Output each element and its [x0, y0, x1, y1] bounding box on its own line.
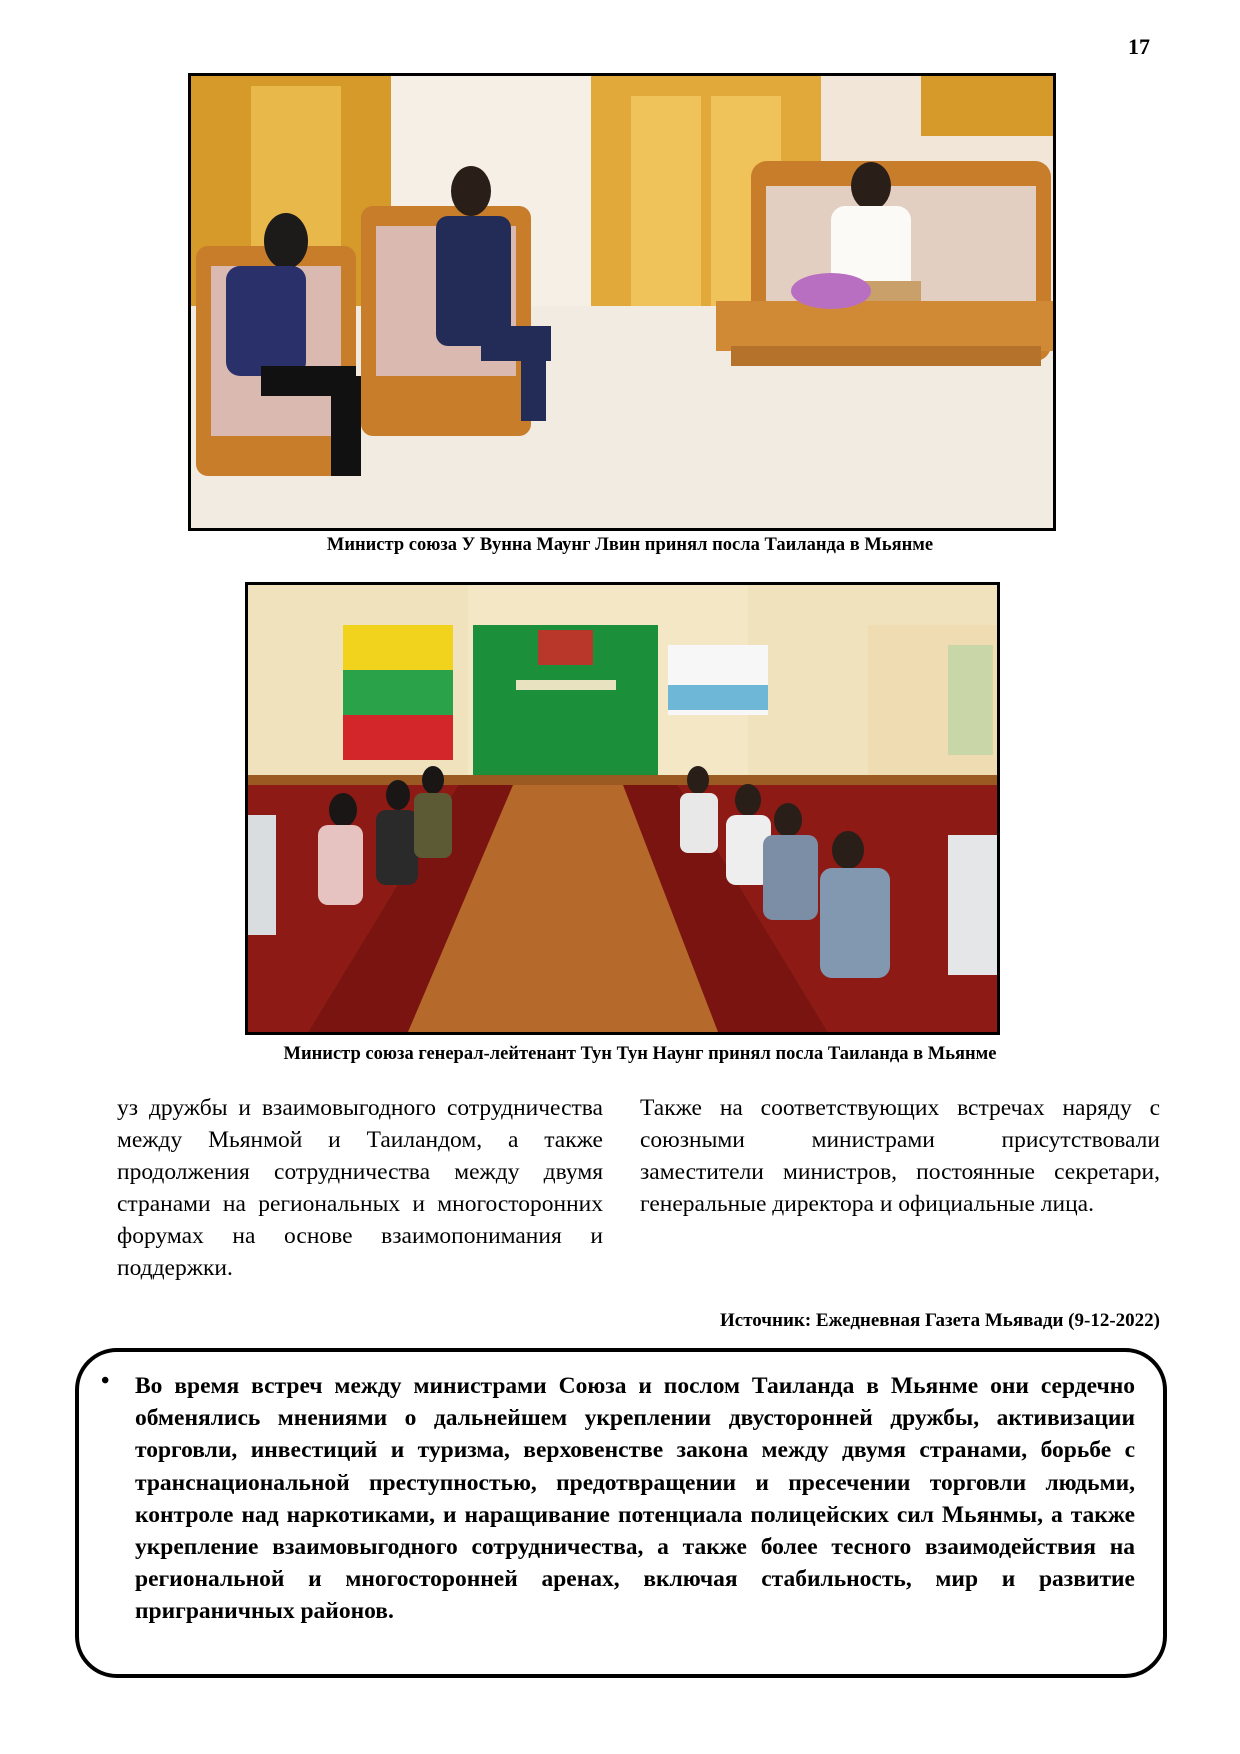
bullet-icon: • [101, 1368, 110, 1394]
article-text-left-column: уз дружбы и взаимовыгодного сотрудничества между Мьянмой и Таиландом, а также продолжения сотрудничества между двумя странами на региональных и многосторонних форумах на основе взаимопонимания и поддержки. [117, 1095, 603, 1281]
photo-1-caption: Министр союза У Вунна Маунг Лвин принял посла Таиланда в Мьянме [326, 535, 934, 555]
photo-meeting-room [245, 582, 1000, 1035]
reception-photo-illustration [191, 76, 1053, 528]
photo-reception-room [188, 73, 1056, 531]
summary-box [75, 1348, 1167, 1678]
source-citation: Источник: Ежедневная Газета Мьявади (9-12-2022) [720, 1310, 1160, 1331]
meeting-photo-illustration [248, 585, 997, 1032]
page-number: 17 [1128, 34, 1150, 59]
photo-2-caption: Министр союза генерал-лейтенант Тун Тун Наунг принял посла Таиланда в Мьянме [283, 1044, 997, 1064]
article-text-right-column: Также на соответствующих встречах наряду с союзными министрами присутствовали заместители министров, постоянные секретари, генеральные директора и официальные лица. [640, 1095, 1160, 1217]
summary-text: Во время встреч между министрами Союза и послом Таиланда в Мьянме они сердечно обменялись мнениями о дальнейшем укреплении двусторонней дружбы, активизации торговли, инвестиций и туризма, верховенстве закона между двумя странами, борьбе с транснациональной преступностью, предотвращении и пресечении торговли людьми, контроле над наркотиками, и наращивание потенциала полицейских сил Мьянмы, а также укрепление взаимовыгодного сотрудничества, а также более тесного взаимодействия на региональной и многосторонней аренах, включая стабильность, мир и развитие приграничных районов. [135, 1373, 1135, 1625]
